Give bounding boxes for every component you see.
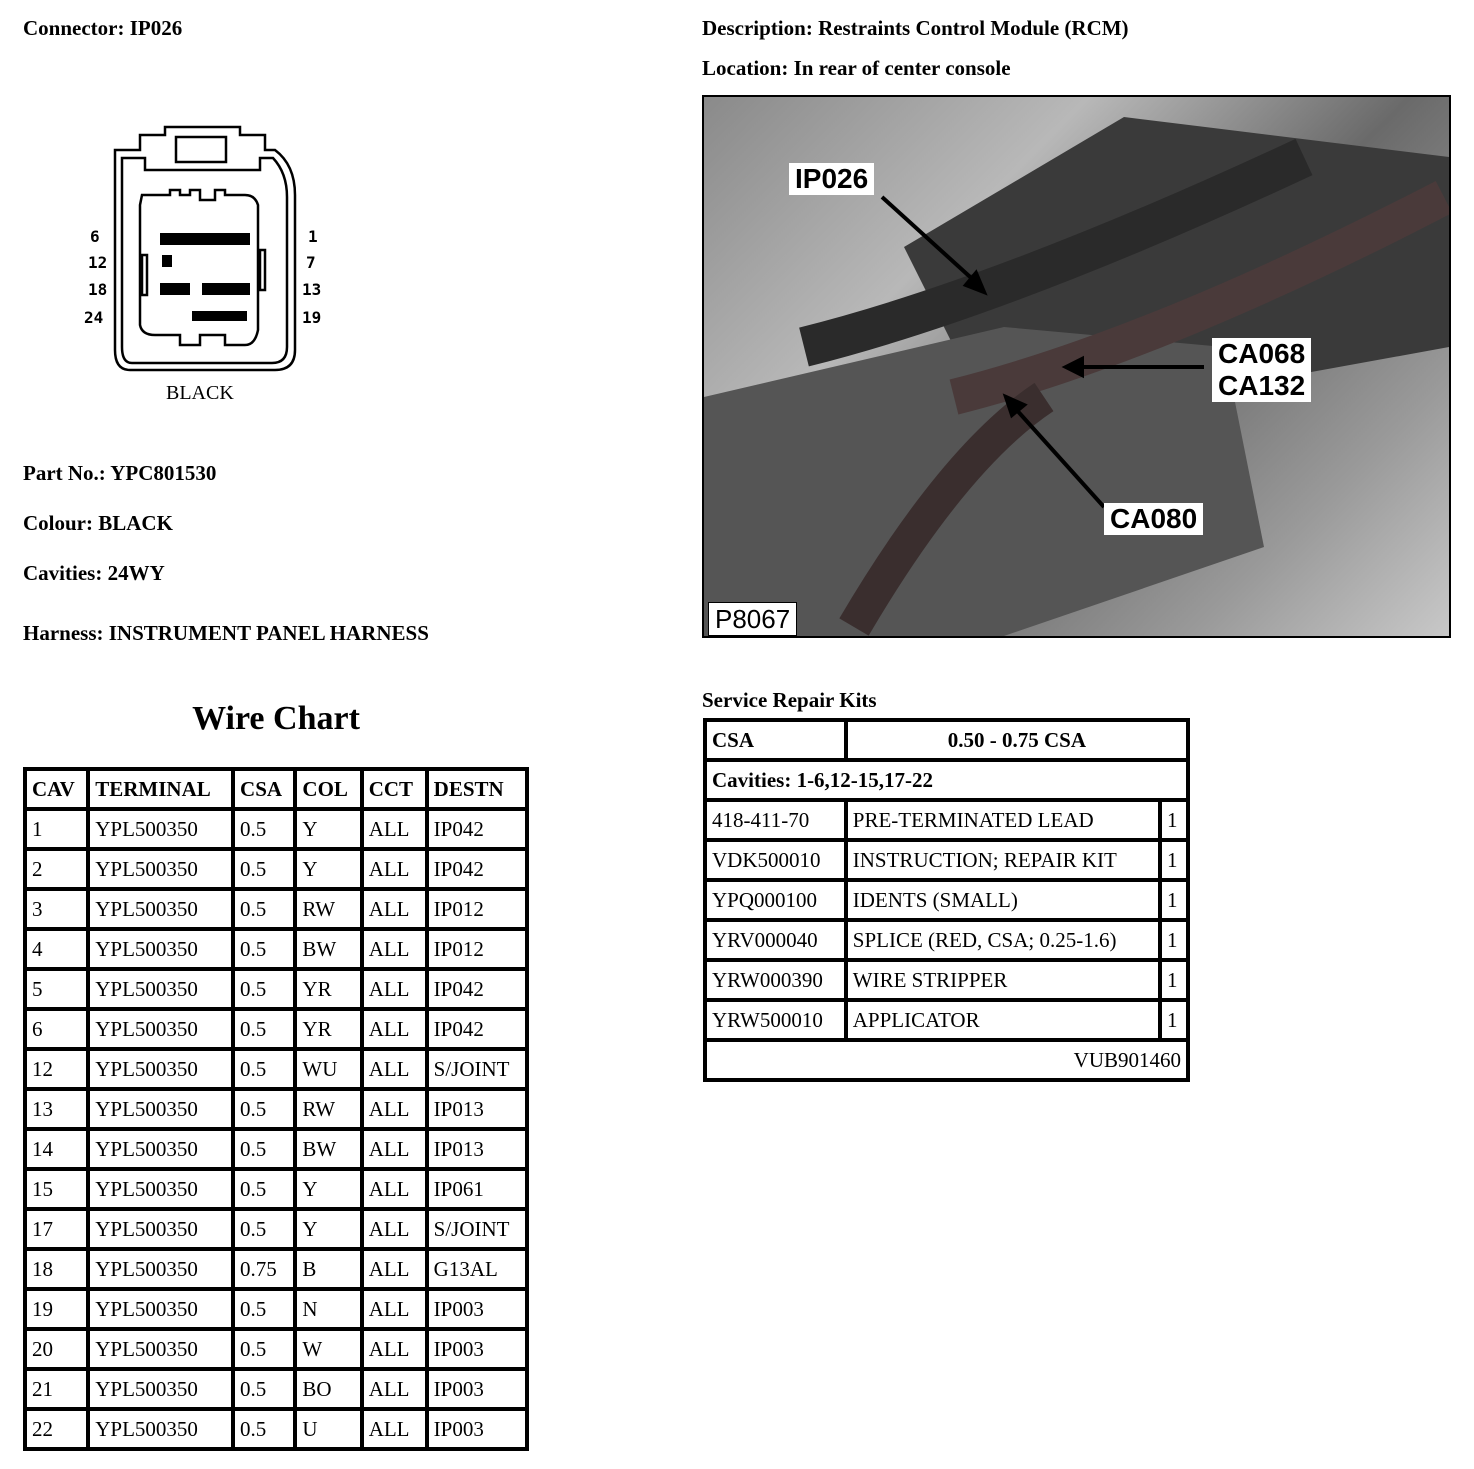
cell-terminal: YPL500350 [90,811,231,847]
cell-cct: ALL [364,811,425,847]
callout-ca068: CA068 [1212,338,1311,370]
kit-quantity: 1 [1162,962,1186,998]
table-row [27,1171,525,1207]
cell-csa: 0.5 [235,1331,293,1367]
cell-destn: S/JOINT [429,1051,525,1087]
cell-col: Y [297,851,359,887]
column-header-destn: DESTN [429,771,525,807]
kit-quantity: 1 [1162,922,1186,958]
cell-cct: ALL [364,891,425,927]
cell-destn: IP013 [429,1131,525,1167]
cell-cav: 4 [27,931,86,967]
cell-csa: 0.5 [235,1171,293,1207]
cell-destn: IP003 [429,1371,525,1407]
cell-col: B [297,1251,359,1287]
cell-col: BW [297,1131,359,1167]
cell-cct: ALL [364,851,425,887]
cell-csa: 0.5 [235,1131,293,1167]
location: Location: In rear of center console [702,56,1011,80]
kit-row [707,922,1186,958]
kit-part-number: 418-411-70 [707,802,844,838]
description: Description: Restraints Control Module (RCM) [702,16,1129,40]
kit-quantity: 1 [1162,1002,1186,1038]
table-row [27,851,525,887]
cell-csa: 0.75 [235,1251,293,1287]
kit-row [707,842,1186,878]
cell-cav: 21 [27,1371,86,1407]
cavity-label-24: 24 [84,308,104,327]
table-row [27,1291,525,1327]
kit-description: IDENTS (SMALL) [848,882,1158,918]
cell-csa: 0.5 [235,1371,293,1407]
kit-number-row [707,1042,1186,1078]
cell-cav: 18 [27,1251,86,1287]
cell-col: RW [297,891,359,927]
cell-csa: 0.5 [235,851,293,887]
table-row [27,1251,525,1287]
cell-cct: ALL [364,1251,425,1287]
cell-col: RW [297,1091,359,1127]
column-header-cct: CCT [364,771,425,807]
kit-description: SPLICE (RED, CSA; 0.25-1.6) [848,922,1158,958]
cell-csa: 0.5 [235,811,293,847]
cell-cav: 22 [27,1411,86,1447]
cell-terminal: YPL500350 [90,1051,231,1087]
cell-col: YR [297,971,359,1007]
cell-cct: ALL [364,1331,425,1367]
cell-terminal: YPL500350 [90,1371,231,1407]
table-row [27,1131,525,1167]
wire-chart-title: Wire Chart [192,700,360,737]
cell-cct: ALL [364,1171,425,1207]
cell-csa: 0.5 [235,1051,293,1087]
connector-id: Connector: IP026 [23,16,183,40]
cell-destn: IP012 [429,891,525,927]
cell-cav: 3 [27,891,86,927]
table-row [27,1051,525,1087]
cell-col: Y [297,1211,359,1247]
connector-face-diagram [80,125,340,410]
cell-col: Y [297,1171,359,1207]
kit-row [707,802,1186,838]
cell-csa: 0.5 [235,891,293,927]
kit-part-number: YRW000390 [707,962,844,998]
callout-ip026: IP026 [789,163,874,195]
table-row [27,1211,525,1247]
cell-cav: 19 [27,1291,86,1327]
cell-csa: 0.5 [235,1211,293,1247]
table-row [27,1411,525,1447]
cell-destn: IP013 [429,1091,525,1127]
kit-description: WIRE STRIPPER [848,962,1158,998]
cell-col: YR [297,1011,359,1047]
cell-cav: 14 [27,1131,86,1167]
cell-cav: 17 [27,1211,86,1247]
kit-row [707,1002,1186,1038]
column-header-col: COL [297,771,359,807]
table-row [27,1371,525,1407]
cell-csa: 0.5 [235,971,293,1007]
connector-colour-label: BLACK [166,382,234,404]
cell-destn: IP061 [429,1171,525,1207]
cell-cct: ALL [364,1051,425,1087]
cell-terminal: YPL500350 [90,851,231,887]
cell-terminal: YPL500350 [90,1331,231,1367]
csa-row [707,722,1186,758]
cell-terminal: YPL500350 [90,1011,231,1047]
cell-destn: IP042 [429,851,525,887]
cavities-row [707,762,1186,798]
cell-csa: 0.5 [235,1411,293,1447]
cell-cct: ALL [364,1131,425,1167]
column-header-terminal: TERMINAL [90,771,231,807]
cell-col: BW [297,931,359,967]
callout-ca080: CA080 [1104,503,1203,535]
cell-cav: 20 [27,1331,86,1367]
kit-part-number: VDK500010 [707,842,844,878]
kit-description: PRE-TERMINATED LEAD [848,802,1158,838]
cavity-label-12: 12 [88,253,108,272]
table-row [27,1331,525,1367]
cell-cct: ALL [364,1291,425,1327]
cell-cct: ALL [364,1011,425,1047]
cell-cct: ALL [364,971,425,1007]
cell-destn: IP012 [429,931,525,967]
kit-part-number: YRV000040 [707,922,844,958]
cavity-label-6: 6 [90,227,100,246]
colour: Colour: BLACK [23,511,173,535]
table-row [27,931,525,967]
cell-destn: S/JOINT [429,1211,525,1247]
cell-terminal: YPL500350 [90,931,231,967]
cell-terminal: YPL500350 [90,1411,231,1447]
cell-col: Y [297,811,359,847]
cell-col: BO [297,1371,359,1407]
kit-description: APPLICATOR [848,1002,1158,1038]
cell-destn: IP003 [429,1331,525,1367]
cell-terminal: YPL500350 [90,1251,231,1287]
wire-chart-table [23,767,529,1451]
kit-quantity: 1 [1162,842,1186,878]
cell-destn: IP003 [429,1291,525,1327]
callout-ca132: CA132 [1212,370,1311,402]
table-row [27,1011,525,1047]
cavity-label-1: 1 [308,227,318,246]
cell-cav: 12 [27,1051,86,1087]
table-row [27,1091,525,1127]
cell-destn: G13AL [429,1251,525,1287]
cell-terminal: YPL500350 [90,1211,231,1247]
cell-cct: ALL [364,1211,425,1247]
cell-csa: 0.5 [235,1011,293,1047]
cell-destn: IP042 [429,971,525,1007]
table-row [27,891,525,927]
table-row [27,971,525,1007]
location-photo [702,95,1451,638]
cell-cav: 2 [27,851,86,887]
kit-part-number: YPQ000100 [707,882,844,918]
cell-csa: 0.5 [235,1291,293,1327]
photo-reference: P8067 [708,602,797,636]
cell-col: WU [297,1051,359,1087]
cell-cav: 15 [27,1171,86,1207]
cavity-label-13: 13 [302,280,322,299]
csa-value: 0.50 - 0.75 CSA [848,722,1186,758]
kit-part-number: YRW500010 [707,1002,844,1038]
kit-number: VUB901460 [707,1042,1186,1078]
cell-col: W [297,1331,359,1367]
cell-col: U [297,1411,359,1447]
repair-kits-table [703,718,1190,1082]
cell-terminal: YPL500350 [90,1131,231,1167]
kit-description: INSTRUCTION; REPAIR KIT [848,842,1158,878]
part-no: Part No.: YPC801530 [23,461,217,485]
cavity-label-7: 7 [306,253,316,272]
cell-csa: 0.5 [235,931,293,967]
table-header-row [27,771,525,807]
cell-csa: 0.5 [235,1091,293,1127]
cell-cav: 1 [27,811,86,847]
csa-label: CSA [707,722,844,758]
kit-row [707,882,1186,918]
cell-terminal: YPL500350 [90,1171,231,1207]
cavity-label-19: 19 [302,308,322,327]
cell-terminal: YPL500350 [90,971,231,1007]
kit-quantity: 1 [1162,802,1186,838]
cell-col: N [297,1291,359,1327]
kit-quantity: 1 [1162,882,1186,918]
cavity-label-18: 18 [88,280,108,299]
cell-cct: ALL [364,1091,425,1127]
cell-cav: 13 [27,1091,86,1127]
cell-cct: ALL [364,1371,425,1407]
cavities: Cavities: 24WY [23,561,165,585]
column-header-csa: CSA [235,771,293,807]
harness: Harness: INSTRUMENT PANEL HARNESS [23,621,429,645]
kit-cavities: Cavities: 1-6,12-15,17-22 [707,762,1186,798]
cell-terminal: YPL500350 [90,1091,231,1127]
kit-row [707,962,1186,998]
cell-cct: ALL [364,931,425,967]
cell-cav: 5 [27,971,86,1007]
cell-terminal: YPL500350 [90,1291,231,1327]
cell-destn: IP042 [429,1011,525,1047]
cell-destn: IP042 [429,811,525,847]
cell-cct: ALL [364,1411,425,1447]
cell-destn: IP003 [429,1411,525,1447]
table-row [27,811,525,847]
cell-terminal: YPL500350 [90,891,231,927]
column-header-cav: CAV [27,771,86,807]
repair-kits-title: Service Repair Kits [702,688,877,712]
cell-cav: 6 [27,1011,86,1047]
